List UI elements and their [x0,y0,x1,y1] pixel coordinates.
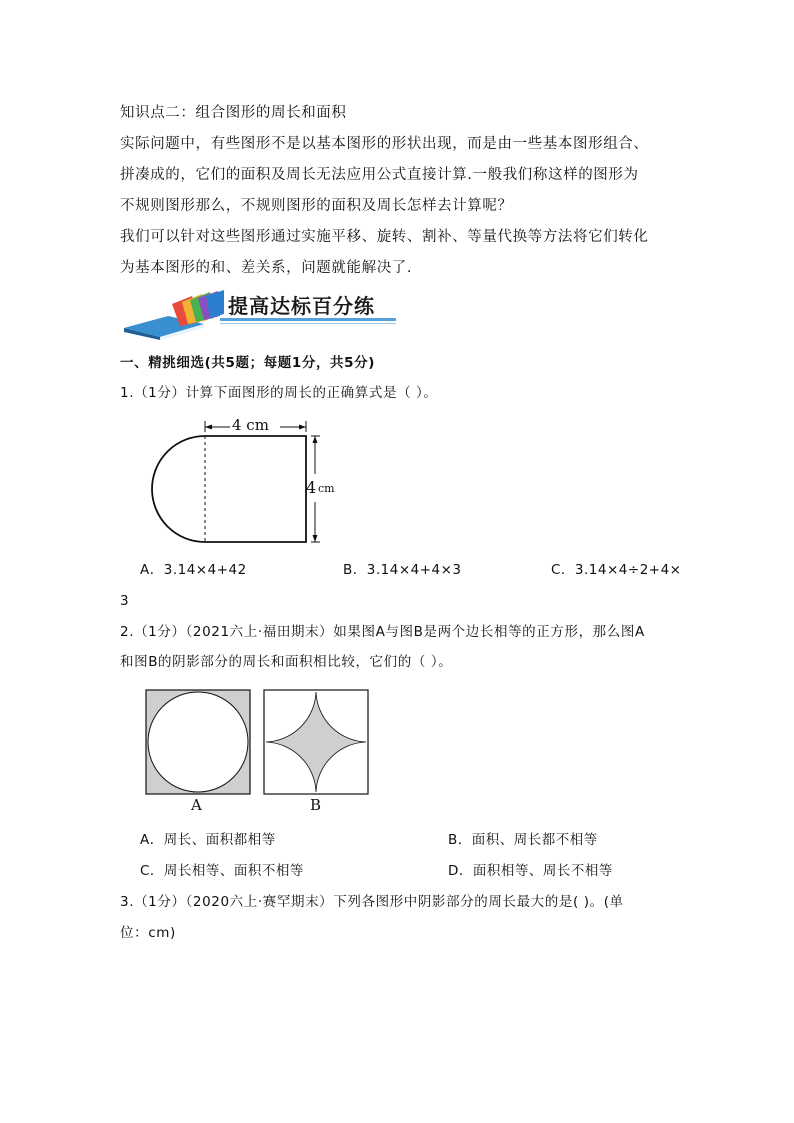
intro-paragraph-1-line-3: 不规则图形那么，不规则图形的面积及周长怎样去计算呢？ [120,198,513,214]
question-2-figure [144,688,372,800]
section-title: 一、精挑细选(共5题；每题1分，共5分) [120,355,376,371]
question-1-side-dimension-unit: cm [318,482,335,495]
figure-b-label: B [310,796,322,814]
banner-title: 提高达标百分练 [228,294,375,318]
question-3-stem-line-2: 位：cm) [120,925,176,941]
intro-paragraph-1-line-1: 实际问题中，有些图形不是以基本图形的形状出现，而是由一些基本图形组合、 [120,136,649,152]
question-2-stem-line-2: 和图B的阴影部分的周长和面积相比较，它们的（ ）。 [120,654,453,670]
question-1-option-b[interactable]: B．3.14×4+4×3 [343,562,462,578]
question-1-option-a[interactable]: A．3.14×4+42 [140,562,247,578]
intro-paragraph-1-line-2: 拼凑成的，它们的面积及周长无法应用公式直接计算.一般我们称这样的图形为 [120,167,639,183]
question-2-stem-line-1: 2.（1分）（2021六上·福田期末）如果图A与图B是两个边长相等的正方形，那么图A [120,624,645,640]
intro-paragraph-2-line-2: 为基本图形的和、差关系，问题就能解决了. [120,260,413,276]
intro-paragraph-2-line-1: 我们可以针对这些图形通过实施平移、旋转、割补、等量代换等方法将它们转化 [120,229,649,245]
question-1-option-c[interactable]: C．3.14×4÷2+4× [551,562,682,578]
question-2-option-c[interactable]: C．周长相等、面积不相等 [140,863,304,879]
question-2-option-d[interactable]: D．面积相等、周长不相等 [448,863,613,879]
knowledge-heading: 知识点二：组合图形的周长和面积 [120,105,347,121]
figure-a-shape [146,690,250,794]
figure-b-shape [264,690,368,794]
question-1-stem: 1.（1分）计算下面图形的周长的正确算式是（ ）。 [120,385,438,401]
question-2-option-b[interactable]: B．面积、周长都不相等 [448,832,598,848]
figure-a-label: A [191,796,202,814]
question-1-side-dimension-number: 4 [306,478,317,497]
question-1-option-c-continuation: 3 [120,593,130,609]
question-3-stem-line-1: 3.（1分）（2020六上·赛罕期末）下列各图形中阴影部分的周长最大的是( )。(单 [120,894,624,910]
question-2-option-a[interactable]: A．周长、面积都相等 [140,832,276,848]
question-1-top-dimension: 4 cm [232,416,269,434]
